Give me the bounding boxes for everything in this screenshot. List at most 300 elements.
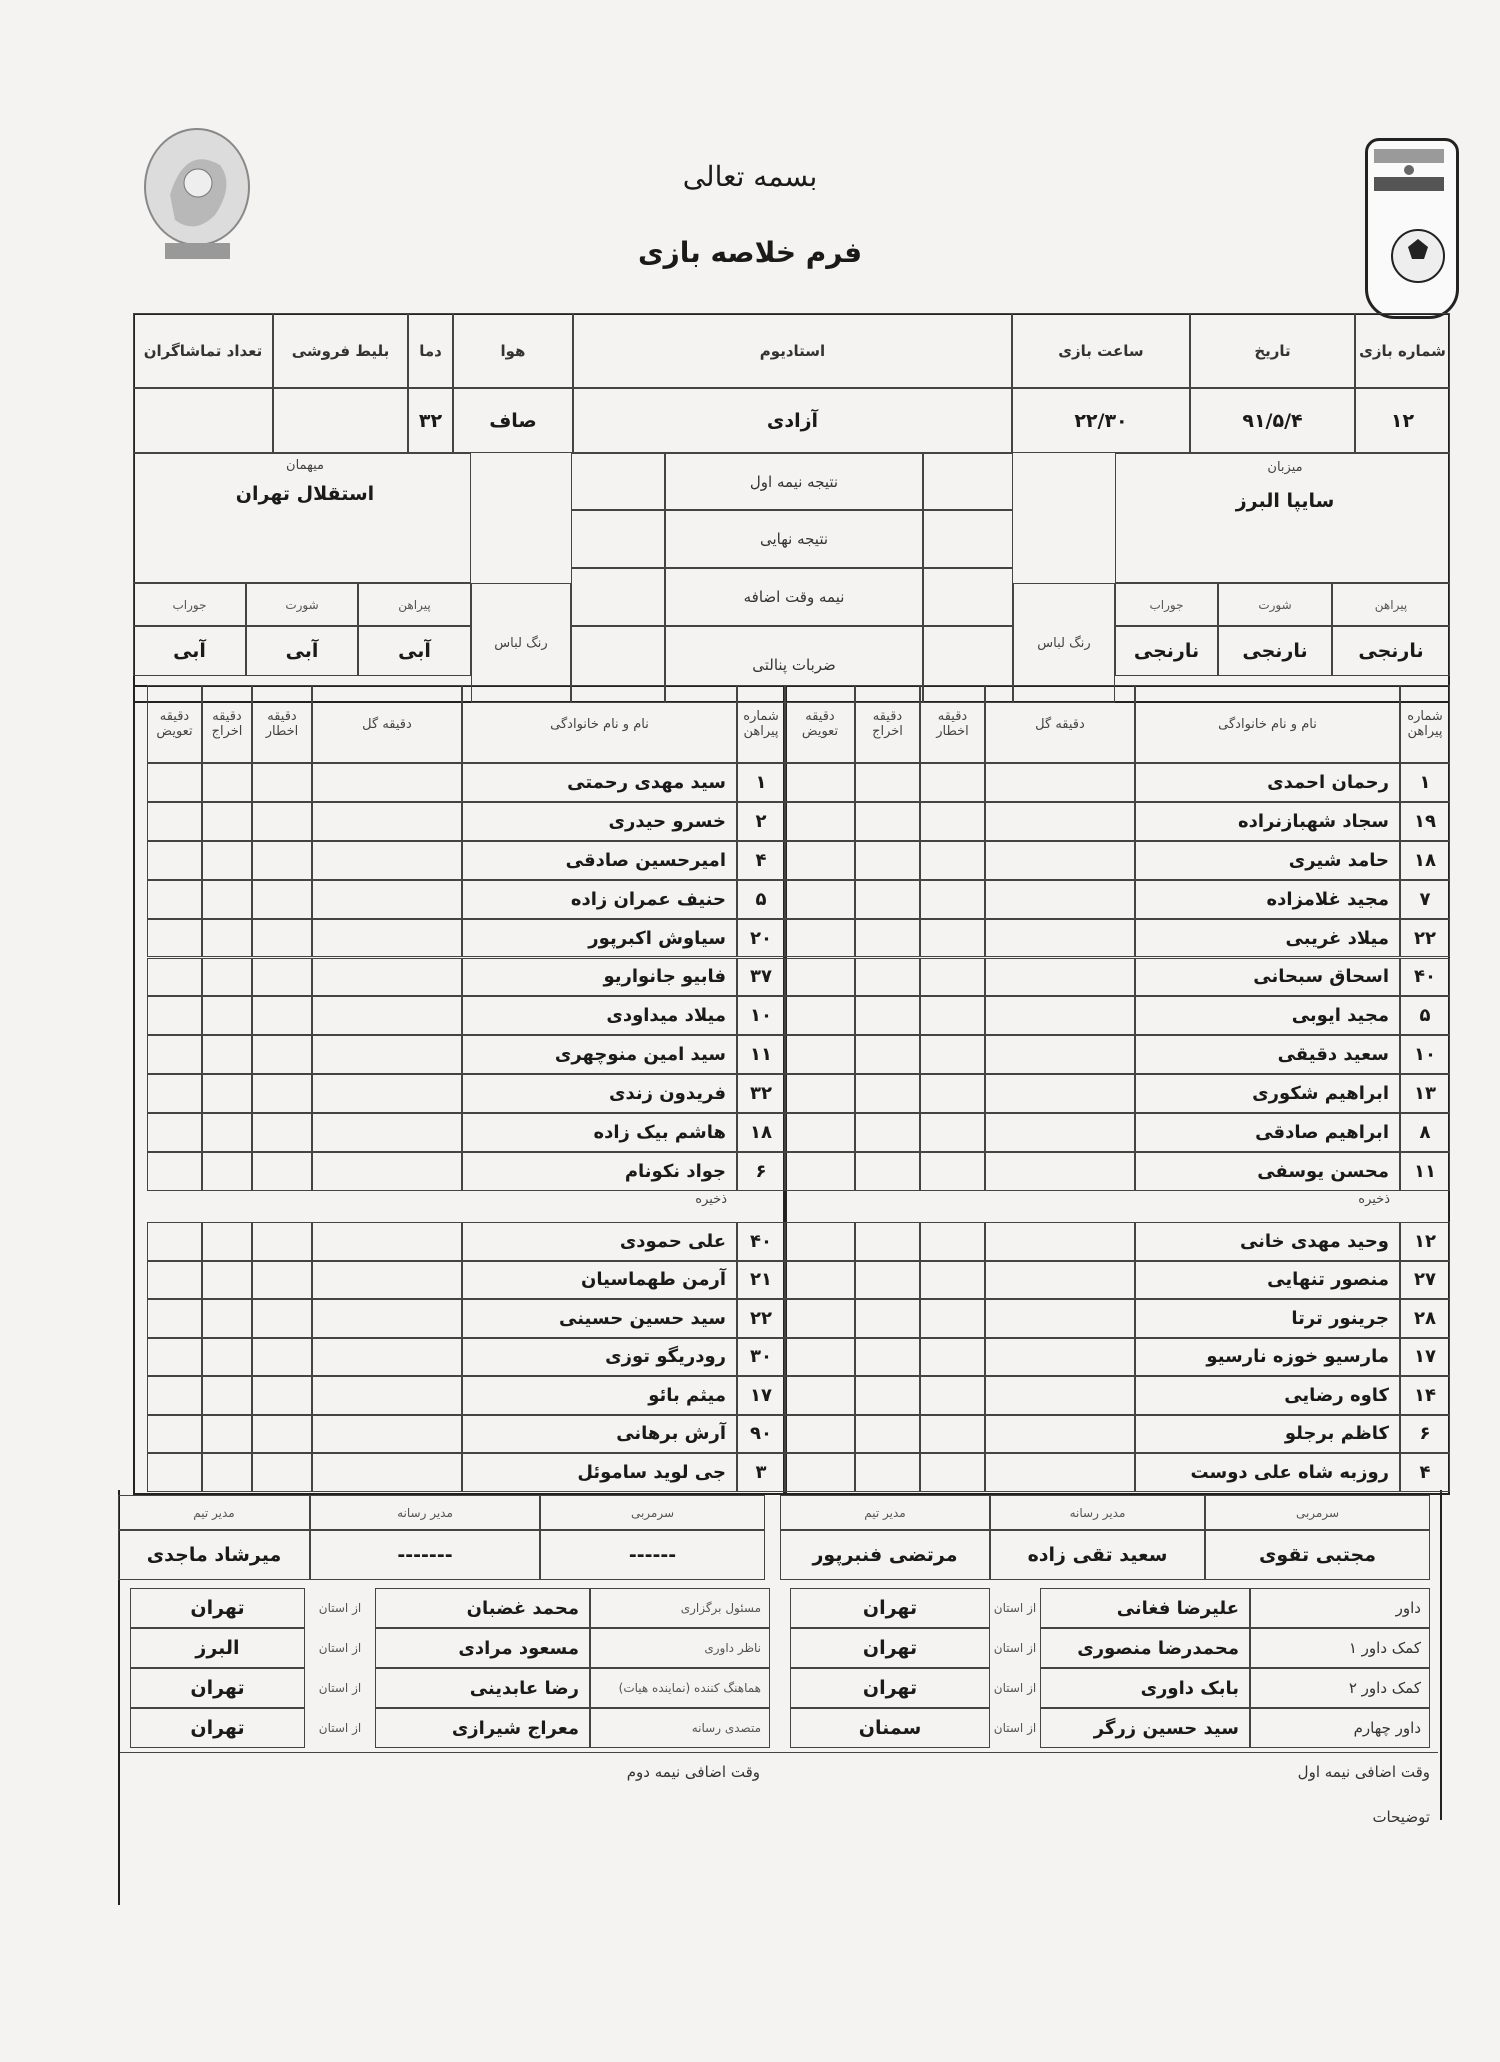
host-reserve-name: مارسیو خوزه نارسیو xyxy=(1135,1338,1400,1377)
official-from: از استان xyxy=(318,1601,362,1615)
host-reserve-expulsion-cell xyxy=(855,1376,920,1415)
guest-player-expulsion-cell xyxy=(202,958,252,997)
guest-player-substitution-cell xyxy=(147,1074,202,1113)
guest-player-number: ۱۰ xyxy=(737,996,785,1035)
guest-player-goal-cell xyxy=(312,919,462,958)
official-from: از استان xyxy=(318,1721,362,1735)
host-reserve-substitution-cell xyxy=(785,1222,855,1261)
guest-player-warning-cell xyxy=(252,1074,312,1113)
host-player-warning-cell xyxy=(920,1152,985,1191)
host-reserve-substitution-cell xyxy=(785,1376,855,1415)
result-guest-2 xyxy=(571,568,665,626)
guest-player-goal-cell xyxy=(312,1074,462,1113)
guest-player-goal-cell xyxy=(312,802,462,841)
guest-player-goal-cell xyxy=(312,996,462,1035)
host-player-number: ۵ xyxy=(1400,996,1450,1035)
guest-player-substitution-cell xyxy=(147,802,202,841)
host-player-goal-cell xyxy=(985,958,1135,997)
extra-time-first-half: وقت اضافی نیمه اول xyxy=(1297,1763,1430,1781)
host-player-name: سعید دقیقی xyxy=(1135,1035,1400,1074)
guest-player-goal-cell xyxy=(312,841,462,880)
guest-kit-value-2: آبی xyxy=(133,626,246,676)
host-reserve-substitution-cell xyxy=(785,1299,855,1338)
guest-player-name: سیاوش اکبرپور xyxy=(462,919,737,958)
guest-reserve-goal-cell xyxy=(312,1222,462,1261)
guest-player-expulsion-cell xyxy=(202,1113,252,1152)
host-header-warning: دقیقه اخطار xyxy=(920,685,985,763)
host-player-goal-cell xyxy=(985,802,1135,841)
guest-player-goal-cell xyxy=(312,1113,462,1152)
host-player-name: رحمان احمدی xyxy=(1135,763,1400,802)
basmala: بسمه تعالی xyxy=(682,160,818,193)
host-staff-label-media: مدیر رسانه xyxy=(990,1495,1205,1530)
referee-role: داور چهارم xyxy=(1250,1708,1430,1748)
host-player-expulsion-cell xyxy=(855,1113,920,1152)
guest-player-name: جواد نکونام xyxy=(462,1152,737,1191)
guest-reserve-warning-cell xyxy=(252,1299,312,1338)
guest-reserve-goal-cell xyxy=(312,1376,462,1415)
guest-player-number: ۱۱ xyxy=(737,1035,785,1074)
host-player-name: ابراهیم شکوری xyxy=(1135,1074,1400,1113)
host-staff-coach: مجتبی تقوی xyxy=(1205,1530,1430,1580)
guest-kit-header-2: جوراب xyxy=(133,583,246,626)
host-reserve-expulsion-cell xyxy=(855,1222,920,1261)
guest-staff-label-coach: سرمربی xyxy=(540,1495,765,1530)
guest-reserve-name: آرمن طهماسیان xyxy=(462,1261,737,1300)
guest-kit-header-0: پیراهن xyxy=(358,583,471,626)
host-reserve-goal-cell xyxy=(985,1261,1135,1300)
guest-reserve-expulsion-cell xyxy=(202,1415,252,1454)
host-player-substitution-cell xyxy=(785,802,855,841)
host-player-goal-cell xyxy=(985,841,1135,880)
host-name: سایپا البرز xyxy=(1235,490,1335,512)
host-player-expulsion-cell xyxy=(855,1074,920,1113)
host-player-expulsion-cell xyxy=(855,958,920,997)
guest-player-name: سید مهدی رحمتی xyxy=(462,763,737,802)
guest-player-name: سید امین منوچهری xyxy=(462,1035,737,1074)
guest-player-warning-cell xyxy=(252,1035,312,1074)
host-player-expulsion-cell xyxy=(855,1152,920,1191)
result-label-3: ضربات پنالتی xyxy=(665,626,923,703)
host-player-goal-cell xyxy=(985,996,1135,1035)
guest-player-warning-cell xyxy=(252,880,312,919)
host-player-name: ابراهیم صادقی xyxy=(1135,1113,1400,1152)
guest-player-substitution-cell xyxy=(147,1113,202,1152)
host-player-number: ۱۰ xyxy=(1400,1035,1450,1074)
guest-reserve-number: ۹۰ xyxy=(737,1415,785,1454)
host-player-goal-cell xyxy=(985,880,1135,919)
guest-player-number: ۱ xyxy=(737,763,785,802)
guest-reserve-number: ۳ xyxy=(737,1453,785,1492)
referee-from: از استان xyxy=(993,1721,1037,1735)
guest-header-name: نام و نام خانوادگی xyxy=(462,685,737,763)
guest-header-expulsion: دقیقه اخراج xyxy=(202,685,252,763)
guest-reserve-name: جی لوید ساموئل xyxy=(462,1453,737,1492)
info-value-match_no: ۱۲ xyxy=(1355,388,1450,453)
host-player-warning-cell xyxy=(920,1113,985,1152)
official-from: از استان xyxy=(318,1681,362,1695)
host-reserve-number: ۱۲ xyxy=(1400,1222,1450,1261)
guest-reserve-number: ۲۲ xyxy=(737,1299,785,1338)
host-player-number: ۸ xyxy=(1400,1113,1450,1152)
guest-staff-label-manager: مدیر تیم xyxy=(118,1495,310,1530)
host-player-number: ۱۹ xyxy=(1400,802,1450,841)
host-player-substitution-cell xyxy=(785,996,855,1035)
guest-player-warning-cell xyxy=(252,763,312,802)
host-player-goal-cell xyxy=(985,1152,1135,1191)
guest-reserve-warning-cell xyxy=(252,1261,312,1300)
guest-reserve-warning-cell xyxy=(252,1376,312,1415)
host-header-name: نام و نام خانوادگی xyxy=(1135,685,1400,763)
info-value-date: ۹۱/۵/۴ xyxy=(1190,388,1355,453)
host-reserve-name: کاوه رضایی xyxy=(1135,1376,1400,1415)
guest-player-expulsion-cell xyxy=(202,996,252,1035)
host-player-substitution-cell xyxy=(785,763,855,802)
official-from: از استان xyxy=(318,1641,362,1655)
guest-player-name: حنیف عمران زاده xyxy=(462,880,737,919)
host-reserve-goal-cell xyxy=(985,1376,1135,1415)
guest-player-expulsion-cell xyxy=(202,1152,252,1191)
host-staff-label-coach: سرمربی xyxy=(1205,1495,1430,1530)
guest-player-expulsion-cell xyxy=(202,1074,252,1113)
official-role: مسئول برگزاری xyxy=(590,1588,770,1628)
host-player-expulsion-cell xyxy=(855,996,920,1035)
result-label-2: نیمه وقت اضافه xyxy=(665,568,923,626)
host-reserve-number: ۲۷ xyxy=(1400,1261,1450,1300)
guest-reserve-expulsion-cell xyxy=(202,1376,252,1415)
host-player-name: مجید غلامزاده xyxy=(1135,880,1400,919)
guest-player-expulsion-cell xyxy=(202,841,252,880)
guest-player-number: ۳۲ xyxy=(737,1074,785,1113)
host-player-warning-cell xyxy=(920,1074,985,1113)
host-label: میزبان xyxy=(1267,460,1303,475)
guest-reserve-substitution-cell xyxy=(147,1376,202,1415)
official-name: محمد غضبان xyxy=(375,1588,590,1628)
result-guest-1 xyxy=(571,510,665,568)
guest-header-goal: دقیقه گل xyxy=(312,685,462,763)
guest-reserve-name: علی حمودی xyxy=(462,1222,737,1261)
host-player-expulsion-cell xyxy=(855,763,920,802)
host-player-goal-cell xyxy=(985,1035,1135,1074)
host-reserve-expulsion-cell xyxy=(855,1338,920,1377)
guest-player-substitution-cell xyxy=(147,958,202,997)
guest-kit-value-1: آبی xyxy=(246,626,358,676)
referee-role: داور xyxy=(1250,1588,1430,1628)
guest-player-substitution-cell xyxy=(147,919,202,958)
guest-player-substitution-cell xyxy=(147,880,202,919)
guest-reserve-expulsion-cell xyxy=(202,1222,252,1261)
referee-role: کمک داور ۱ xyxy=(1250,1628,1430,1668)
guest-header-substitution: دقیقه تعویض xyxy=(147,685,202,763)
guest-player-expulsion-cell xyxy=(202,1035,252,1074)
host-reserve-expulsion-cell xyxy=(855,1453,920,1492)
host-player-goal-cell xyxy=(985,1074,1135,1113)
host-reserve-warning-cell xyxy=(920,1338,985,1377)
guest-reserve-number: ۴۰ xyxy=(737,1222,785,1261)
guest-reserve-expulsion-cell xyxy=(202,1261,252,1300)
host-player-number: ۲۲ xyxy=(1400,919,1450,958)
host-player-name: مجید ایوبی xyxy=(1135,996,1400,1035)
result-host-2 xyxy=(923,568,1013,626)
host-player-substitution-cell xyxy=(785,1152,855,1191)
host-kit-header-2: جوراب xyxy=(1115,583,1218,626)
referee-from: از استان xyxy=(993,1601,1037,1615)
guest-header-number: شماره پیراهن xyxy=(737,685,785,763)
guest-player-goal-cell xyxy=(312,958,462,997)
official-role: متصدی رسانه xyxy=(590,1708,770,1748)
guest-reserve-substitution-cell xyxy=(147,1261,202,1300)
host-player-number: ۱۳ xyxy=(1400,1074,1450,1113)
guest-reserve-number: ۳۰ xyxy=(737,1338,785,1377)
official-province: تهران xyxy=(130,1588,305,1628)
referee-name: بابک داوری xyxy=(1040,1668,1250,1708)
guest-reserve-expulsion-cell xyxy=(202,1299,252,1338)
host-player-warning-cell xyxy=(920,996,985,1035)
guest-player-warning-cell xyxy=(252,1152,312,1191)
info-value-stadium: آزادی xyxy=(573,388,1012,453)
host-player-goal-cell xyxy=(985,919,1135,958)
host-reserve-goal-cell xyxy=(985,1453,1135,1492)
host-player-substitution-cell xyxy=(785,919,855,958)
result-guest-0 xyxy=(571,453,665,510)
guest-reserve-name: آرش برهانی xyxy=(462,1415,737,1454)
host-player-expulsion-cell xyxy=(855,802,920,841)
result-label-0: نتیجه نیمه اول xyxy=(665,453,923,510)
host-header-number: شماره پیراهن xyxy=(1400,685,1450,763)
info-label-date: تاریخ xyxy=(1190,313,1355,388)
host-reserve-expulsion-cell xyxy=(855,1415,920,1454)
official-province: تهران xyxy=(130,1708,305,1748)
guest-reserve-label: ذخیره xyxy=(695,1192,727,1207)
host-kit-value-2: نارنجی xyxy=(1115,626,1218,676)
guest-header-warning: دقیقه اخطار xyxy=(252,685,312,763)
host-reserve-number: ۱۴ xyxy=(1400,1376,1450,1415)
referee-province: تهران xyxy=(790,1588,990,1628)
guest-reserve-substitution-cell xyxy=(147,1222,202,1261)
host-player-substitution-cell xyxy=(785,1113,855,1152)
host-reserve-number: ۱۷ xyxy=(1400,1338,1450,1377)
guest-player-number: ۲ xyxy=(737,802,785,841)
host-player-warning-cell xyxy=(920,841,985,880)
host-player-name: محسن یوسفی xyxy=(1135,1152,1400,1191)
host-reserve-name: جرینور ترتا xyxy=(1135,1299,1400,1338)
guest-player-name: فابیو جانواریو xyxy=(462,958,737,997)
host-reserve-name: کاظم برجلو xyxy=(1135,1415,1400,1454)
info-label-stadium: استادیوم xyxy=(573,313,1012,388)
info-value-time: ۲۲/۳۰ xyxy=(1012,388,1190,453)
result-host-0 xyxy=(923,453,1013,510)
official-name: مسعود مرادی xyxy=(375,1628,590,1668)
league-logo xyxy=(140,125,255,265)
host-player-warning-cell xyxy=(920,802,985,841)
host-reserve-number: ۴ xyxy=(1400,1453,1450,1492)
official-province: البرز xyxy=(130,1628,305,1668)
guest-staff-label-media: مدیر رسانه xyxy=(310,1495,540,1530)
host-reserve-name: منصور تنهایی xyxy=(1135,1261,1400,1300)
guest-player-goal-cell xyxy=(312,763,462,802)
guest-reserve-goal-cell xyxy=(312,1261,462,1300)
guest-player-substitution-cell xyxy=(147,1035,202,1074)
federation-logo xyxy=(1365,138,1459,319)
host-player-goal-cell xyxy=(985,763,1135,802)
host-player-substitution-cell xyxy=(785,1074,855,1113)
host-reserve-label: ذخیره xyxy=(1358,1192,1390,1207)
host-player-number: ۱۱ xyxy=(1400,1152,1450,1191)
host-reserve-expulsion-cell xyxy=(855,1261,920,1300)
guest-kit-label: رنگ لباس xyxy=(471,583,571,703)
guest-player-number: ۶ xyxy=(737,1152,785,1191)
guest-reserve-name: رودریگو توزی xyxy=(462,1338,737,1377)
host-player-name: حامد شیری xyxy=(1135,841,1400,880)
info-value-tickets xyxy=(273,388,408,453)
guest-reserve-expulsion-cell xyxy=(202,1338,252,1377)
host-reserve-number: ۶ xyxy=(1400,1415,1450,1454)
official-province: تهران xyxy=(130,1668,305,1708)
host-reserve-goal-cell xyxy=(985,1415,1135,1454)
guest-player-expulsion-cell xyxy=(202,919,252,958)
host-staff-media: سعید تقی زاده xyxy=(990,1530,1205,1580)
host-header-expulsion: دقیقه اخراج xyxy=(855,685,920,763)
host-kit-header-0: پیراهن xyxy=(1332,583,1450,626)
result-host-1 xyxy=(923,510,1013,568)
guest-reserve-goal-cell xyxy=(312,1299,462,1338)
info-value-spectators xyxy=(133,388,273,453)
guest-reserve-warning-cell xyxy=(252,1453,312,1492)
host-player-name: اسحاق سبحانی xyxy=(1135,958,1400,997)
notes-label: توضیحات xyxy=(1372,1808,1430,1826)
guest-player-number: ۱۸ xyxy=(737,1113,785,1152)
host-reserve-warning-cell xyxy=(920,1415,985,1454)
guest-player-substitution-cell xyxy=(147,763,202,802)
referee-name: علیرضا فغانی xyxy=(1040,1588,1250,1628)
guest-player-warning-cell xyxy=(252,919,312,958)
guest-kit-header-1: شورت xyxy=(246,583,358,626)
guest-player-goal-cell xyxy=(312,1152,462,1191)
guest-reserve-substitution-cell xyxy=(147,1415,202,1454)
guest-player-warning-cell xyxy=(252,841,312,880)
host-player-substitution-cell xyxy=(785,1035,855,1074)
host-player-expulsion-cell xyxy=(855,841,920,880)
referee-province: سمنان xyxy=(790,1708,990,1748)
host-reserve-goal-cell xyxy=(985,1299,1135,1338)
guest-reserve-warning-cell xyxy=(252,1222,312,1261)
guest-reserve-name: سید حسین حسینی xyxy=(462,1299,737,1338)
host-player-warning-cell xyxy=(920,880,985,919)
host-reserve-substitution-cell xyxy=(785,1415,855,1454)
guest-player-goal-cell xyxy=(312,1035,462,1074)
info-label-spectators: تعداد تماشاگران xyxy=(133,313,273,388)
referee-name: سید حسین زرگر xyxy=(1040,1708,1250,1748)
host-player-substitution-cell xyxy=(785,958,855,997)
page-title: فرم خلاصه بازی xyxy=(637,236,863,269)
guest-player-name: فریدون زندی xyxy=(462,1074,737,1113)
official-name: معراج شیرازی xyxy=(375,1708,590,1748)
guest-player-expulsion-cell xyxy=(202,763,252,802)
info-label-time: ساعت بازی xyxy=(1012,313,1190,388)
host-player-name: سجاد شهبازنراده xyxy=(1135,802,1400,841)
referee-from: از استان xyxy=(993,1641,1037,1655)
host-player-name: میلاد غریبی xyxy=(1135,919,1400,958)
info-label-tickets: بلیط فروشی xyxy=(273,313,408,388)
host-kit-label: رنگ لباس xyxy=(1013,583,1115,703)
guest-staff-manager: میرشاد ماجدی xyxy=(118,1530,310,1580)
host-staff-label-manager: مدیر تیم xyxy=(780,1495,990,1530)
referee-province: تهران xyxy=(790,1668,990,1708)
host-player-substitution-cell xyxy=(785,841,855,880)
guest-player-expulsion-cell xyxy=(202,880,252,919)
guest-player-warning-cell xyxy=(252,996,312,1035)
guest-reserve-name: میثم بائو xyxy=(462,1376,737,1415)
guest-reserve-substitution-cell xyxy=(147,1338,202,1377)
host-reserve-warning-cell xyxy=(920,1299,985,1338)
guest-name: استقلال تهران xyxy=(235,483,375,505)
host-reserve-substitution-cell xyxy=(785,1453,855,1492)
host-header-goal: دقیقه گل xyxy=(985,685,1135,763)
extra-time-second-half: وقت اضافی نیمه دوم xyxy=(626,1763,760,1781)
host-player-expulsion-cell xyxy=(855,880,920,919)
guest-player-warning-cell xyxy=(252,802,312,841)
referee-name: محمدرضا منصوری xyxy=(1040,1628,1250,1668)
host-reserve-name: روزبه شاه علی دوست xyxy=(1135,1453,1400,1492)
guest-reserve-substitution-cell xyxy=(147,1299,202,1338)
guest-staff-coach: ------ xyxy=(540,1530,765,1580)
official-role: هماهنگ کننده (نماینده هیات) xyxy=(590,1668,770,1708)
guest-reserve-number: ۲۱ xyxy=(737,1261,785,1300)
host-reserve-warning-cell xyxy=(920,1222,985,1261)
guest-player-warning-cell xyxy=(252,1113,312,1152)
host-reserve-warning-cell xyxy=(920,1376,985,1415)
host-player-goal-cell xyxy=(985,1113,1135,1152)
host-player-expulsion-cell xyxy=(855,919,920,958)
info-value-weather: صاف xyxy=(453,388,573,453)
guest-player-name: خسرو حیدری xyxy=(462,802,737,841)
guest-player-name: امیرحسین صادقی xyxy=(462,841,737,880)
guest-player-substitution-cell xyxy=(147,1152,202,1191)
referee-role: کمک داور ۲ xyxy=(1250,1668,1430,1708)
host-header-substitution: دقیقه تعویض xyxy=(785,685,855,763)
host-reserve-substitution-cell xyxy=(785,1338,855,1377)
guest-player-warning-cell xyxy=(252,958,312,997)
host-player-warning-cell xyxy=(920,958,985,997)
guest-reserve-goal-cell xyxy=(312,1415,462,1454)
host-reserve-goal-cell xyxy=(985,1338,1135,1377)
host-reserve-name: وحید مهدی خانی xyxy=(1135,1222,1400,1261)
referee-province: تهران xyxy=(790,1628,990,1668)
host-reserve-substitution-cell xyxy=(785,1261,855,1300)
host-staff-manager: مرتضی فنبرپور xyxy=(780,1530,990,1580)
host-reserve-warning-cell xyxy=(920,1453,985,1492)
host-kit-value-0: نارنجی xyxy=(1332,626,1450,676)
info-label-temp: دما xyxy=(408,313,453,388)
result-label-1: نتیجه نهایی xyxy=(665,510,923,568)
guest-player-number: ۳۷ xyxy=(737,958,785,997)
guest-reserve-substitution-cell xyxy=(147,1453,202,1492)
official-name: رضا عابدینی xyxy=(375,1668,590,1708)
guest-staff-media: ------- xyxy=(310,1530,540,1580)
host-player-expulsion-cell xyxy=(855,1035,920,1074)
info-value-temp: ۳۲ xyxy=(408,388,453,453)
guest-player-name: میلاد میداودی xyxy=(462,996,737,1035)
guest-player-name: هاشم بیک زاده xyxy=(462,1113,737,1152)
guest-player-substitution-cell xyxy=(147,841,202,880)
info-label-weather: هوا xyxy=(453,313,573,388)
referee-from: از استان xyxy=(993,1681,1037,1695)
host-reserve-goal-cell xyxy=(985,1222,1135,1261)
host-reserve-number: ۲۸ xyxy=(1400,1299,1450,1338)
guest-player-expulsion-cell xyxy=(202,802,252,841)
host-reserve-warning-cell xyxy=(920,1261,985,1300)
host-player-warning-cell xyxy=(920,763,985,802)
